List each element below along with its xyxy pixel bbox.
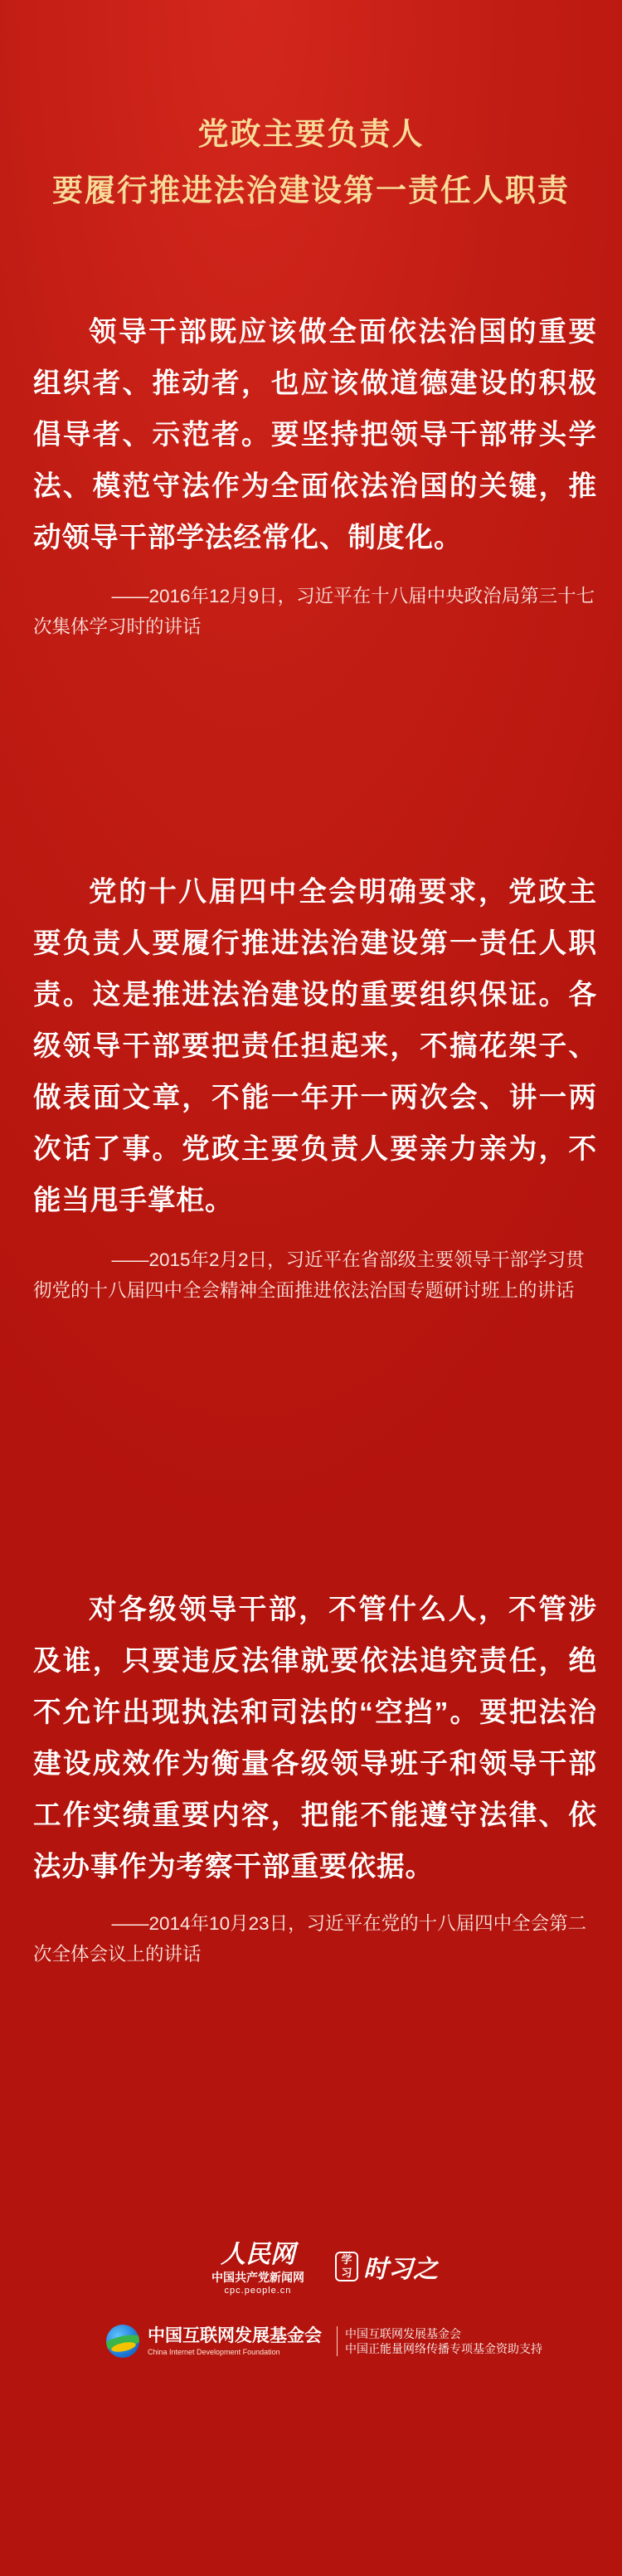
globe-icon	[106, 2325, 139, 2358]
support-line-2: 中国正能量网络传播专项基金资助支持	[345, 2342, 542, 2355]
people-logo-url: cpc.people.cn	[224, 2286, 292, 2296]
title-line-1: 党政主要负责人	[197, 117, 425, 151]
quote-1-source: ——2016年12月9日，习近平在十八届中央政治局第三十七次集体学习时的讲话	[33, 586, 595, 637]
study-badge: 学习	[335, 2252, 358, 2281]
foundation-english-name: China Internet Development Foundation	[148, 2348, 280, 2356]
study-wordmark: 时习之	[363, 2256, 438, 2283]
quote-1-text: 领导干部既应该做全面依法治国的重要组织者、推动者，也应该做道德建设的积极倡导者、示范者。要坚持把领导干部带头学法、模范守法作为全面依法治国的关键，推动领导干部学法经常化、制度化。	[33, 317, 597, 553]
study-logo	[335, 2248, 438, 2285]
quote-2-text: 党的十八届四中全会明确要求，党政主要负责人要履行推进法治建设第一责任人职责。这是推进法治建设的重要组织保证。各级领导干部要把责任担起来，不搞花架子、做表面文章，不能一年开一两次会、讲一两次话了事。党政主要负责人要亲力亲为，不能当甩手掌柜。	[33, 877, 597, 1216]
support-note	[345, 2326, 542, 2356]
footer-divider	[337, 2326, 338, 2356]
footer	[0, 2240, 622, 2406]
people-logo	[196, 2240, 320, 2296]
foundation-name: 中国互联网发展基金会	[148, 2326, 322, 2345]
people-logo-subtitle: 中国共产党新闻网	[211, 2271, 304, 2284]
quote-3-text: 对各级领导干部，不管什么人，不管涉及谁，只要违反法律就要依法追究责任，绝不允许出现执法和司法的“空挡”。要把法治建设成效作为衡量各级领导班子和领导干部工作实绩重要内容，把能不能遵守法律、依法办事作为考察干部重要依据。	[33, 1595, 597, 1882]
title-line-2: 要履行推进法治建设第一责任人职责	[52, 173, 570, 207]
page-title	[0, 106, 622, 219]
quote-3-source: ——2014年10月23日，习近平在党的十八届四中全会第二次全体会议上的讲话	[33, 1913, 587, 1965]
foundation-logo	[106, 2321, 322, 2361]
people-logo-mark: 人民网	[221, 2240, 295, 2269]
support-line-1: 中国互联网发展基金会	[345, 2327, 461, 2340]
quote-2-source: ——2015年2月2日，习近平在省部级主要领导干部学习贯彻党的十八届四中全会精神全面推进依法治国专题研讨班上的讲话	[33, 1249, 585, 1301]
